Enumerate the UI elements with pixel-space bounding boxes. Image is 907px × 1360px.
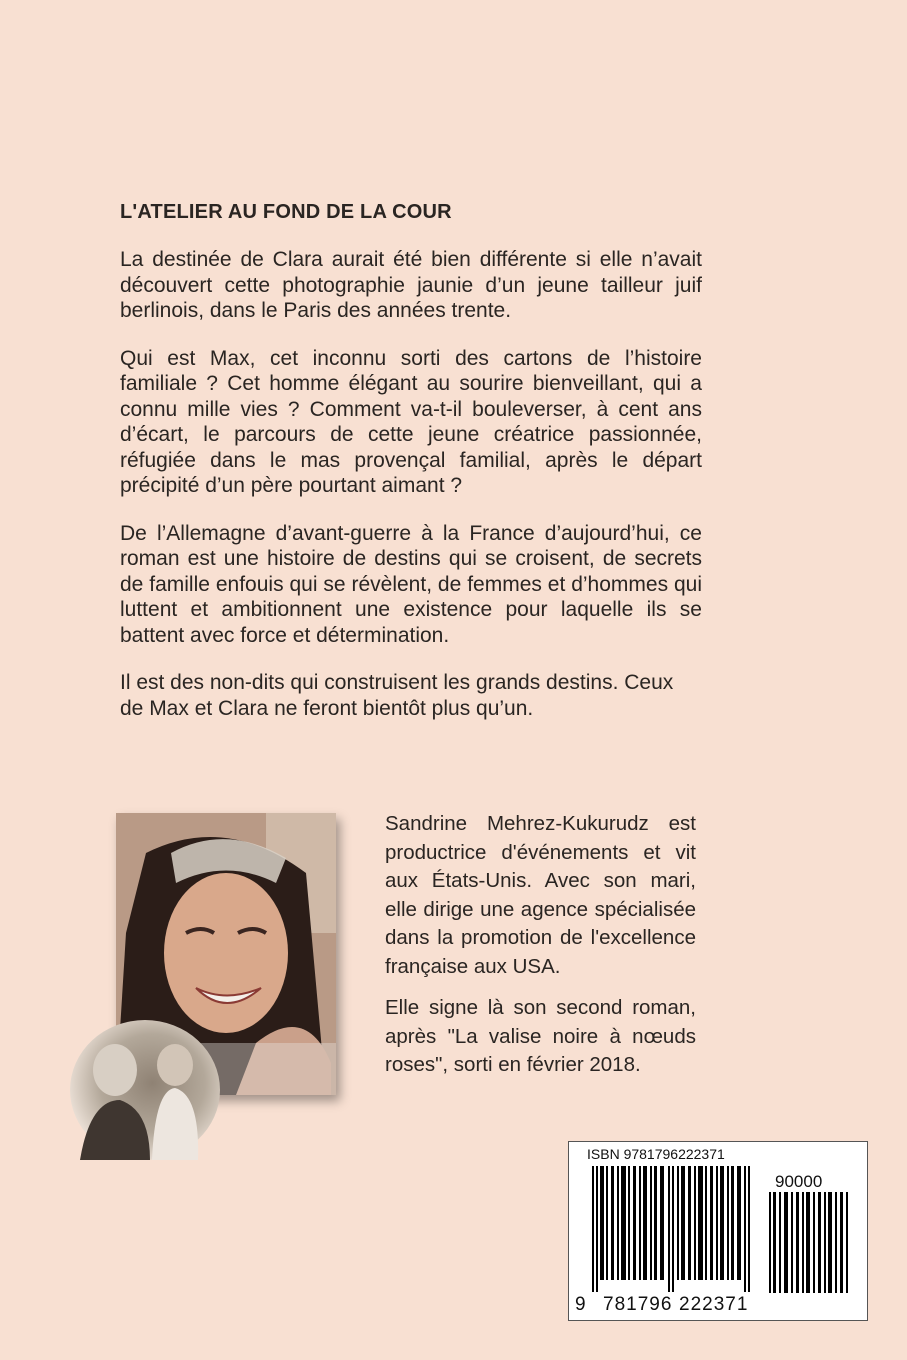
barcode-digit-prefix: 9 [575,1294,586,1315]
barcode-bars [592,1166,754,1292]
price-addon-bars [769,1192,851,1293]
isbn-label: ISBN 9781796222371 [587,1146,725,1162]
blurb-paragraph-4: Il est des non-dits qui construisent les grands destins. Ceux de Max et Clara ne feront bientôt plus qu’un. [120,671,674,720]
back-cover-blurb [120,247,702,743]
isbn-barcode [568,1141,868,1321]
barcode-digits-right: 222371 [679,1294,749,1315]
vintage-family-photo [70,1020,220,1160]
blurb-paragraph-2: Qui est Max, cet inconnu sorti des cartons de l’histoire familiale ? Cet homme élégant au sourire bienveillant, qui a connu mille vies ? Comment va-t-il bouleverser, à cent ans d’écart, le parcours de cette jeune créatrice passionnée, réfugiée dans le mas provençal familial, après le départ précipité d’un père pourtant aimant ? [120,346,702,497]
bio-paragraph-2: Elle signe là son second roman, après "La valise noire à nœuds roses", sorti en février 2018. [385,996,696,1076]
blurb-paragraph-1: La destinée de Clara aurait été bien différente si elle n’avait découvert cette photographie jaunie d’un jeune tailleur juif berlinois, dans le Paris des années trente. [120,248,702,322]
price-code-label: 90000 [775,1172,823,1191]
bio-paragraph-1: Sandrine Mehrez-Kukurudz est productrice d'événements et vit aux États-Unis. Avec son mari, elle dirige une agence spécialisée dans la promotion de l'excellence française aux USA. [385,812,696,978]
blurb-paragraph-3: De l’Allemagne d’avant-guerre à la France d’aujourd’hui, ce roman est une histoire de destins qui se croisent, de secrets de famille enfouis qui se révèlent, de femmes et d’hommes qui luttent et ambitionnent une existence pour laquelle ils se battent avec force et détermination. [120,521,702,647]
author-bio [385,810,696,1093]
book-title: L'ATELIER AU FOND DE LA COUR [120,201,452,223]
barcode-digits-left: 781796 [603,1294,673,1315]
author-photo-collage [70,810,350,1155]
